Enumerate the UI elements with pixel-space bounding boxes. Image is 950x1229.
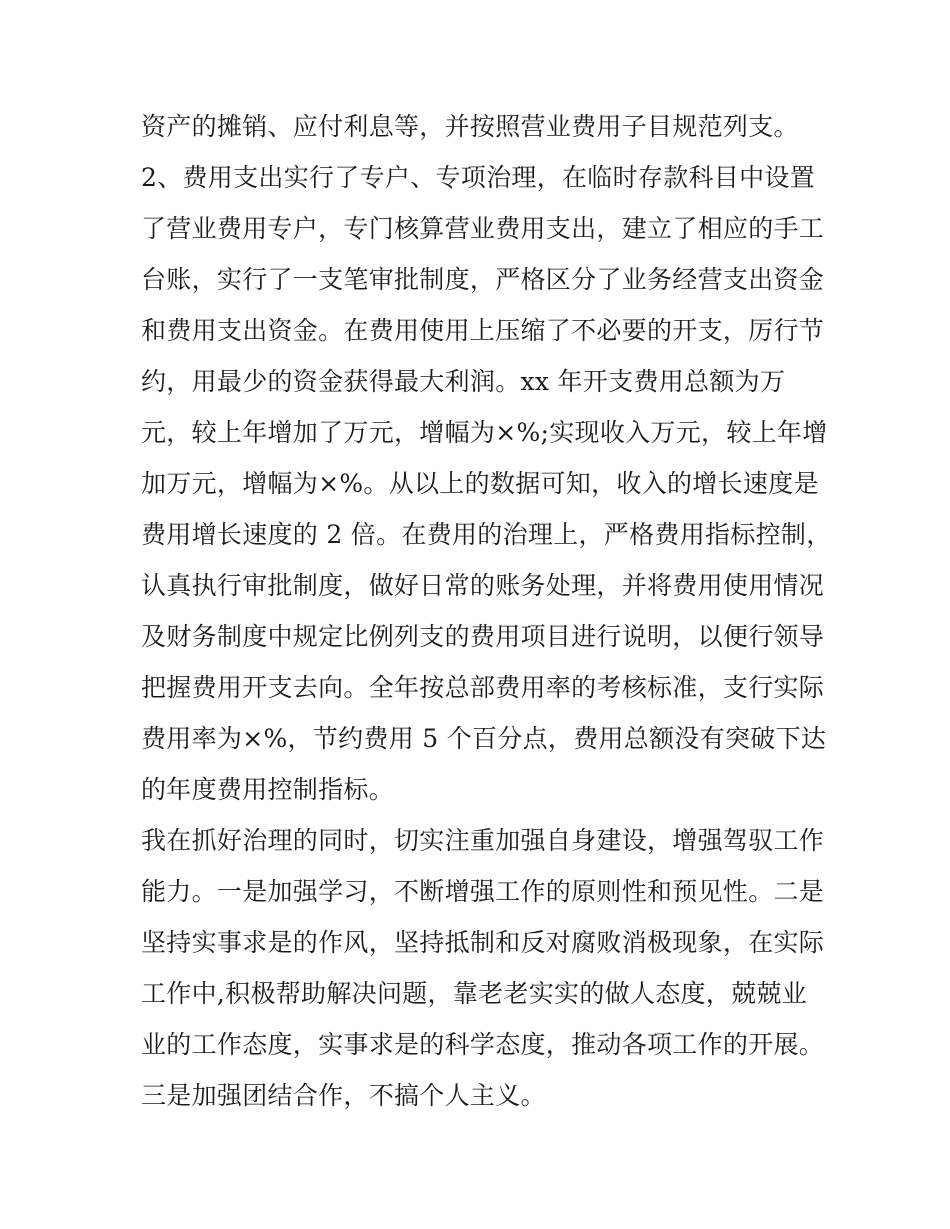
text-line: 和费用支出资金。在费用使用上压缩了不必要的开支，厉行节 [141,316,825,345]
text-line: 台账，实行了一支笔审批制度，严格区分了业务经营支出资金 [141,265,825,294]
text-line: 费用增长速度的 2 倍。在费用的治理上，严格费用指标控制， [141,520,832,549]
text-line: 资产的摊销、应付利息等，并按照营业费用子目规范列支。 [141,112,799,141]
text-line: 坚持实事求是的作风，坚持抵制和反对腐败消极现象，在实际 [141,928,825,957]
text-line: 工作中,积极帮助解决问题，靠老老实实的做人态度，兢兢业 [141,979,808,1008]
text-line: 2、费用支出实行了专户、专项治理，在临时存款科目中设置 [141,163,816,192]
text-line: 认真执行审批制度，做好日常的账务处理，并将费用使用情况 [141,571,825,600]
text-line: 费用率为×%，节约费用 5 个百分点，费用总额没有突破下达 [141,724,827,753]
text-line: 业的工作态度，实事求是的科学态度，推动各项工作的开展。 [141,1030,825,1059]
text-line: 及财务制度中规定比例列支的费用项目进行说明，以便行领导 [141,622,825,651]
text-line: 能力。一是加强学习，不断增强工作的原则性和预见性。二是 [141,877,825,906]
text-line: 了营业费用专户，专门核算营业费用支出，建立了相应的手工 [141,214,825,243]
text-line: 的年度费用控制指标。 [141,775,395,804]
text-line: 元，较上年增加了万元，增幅为×%;实现收入万元，较上年增 [141,418,828,447]
text-line: 加万元，增幅为×%。从以上的数据可知，收入的增长速度是 [141,469,819,498]
text-line: 我在抓好治理的同时，切实注重加强自身建设，增强驾驭工作 [141,826,825,855]
text-line: 三是加强团结合作，不搞个人主义。 [141,1081,546,1110]
text-line: 把握费用开支去向。全年按总部费用率的考核标准，支行实际 [141,673,825,702]
text-line: 约，用最少的资金获得最大利润。xx 年开支费用总额为万 [141,367,786,396]
